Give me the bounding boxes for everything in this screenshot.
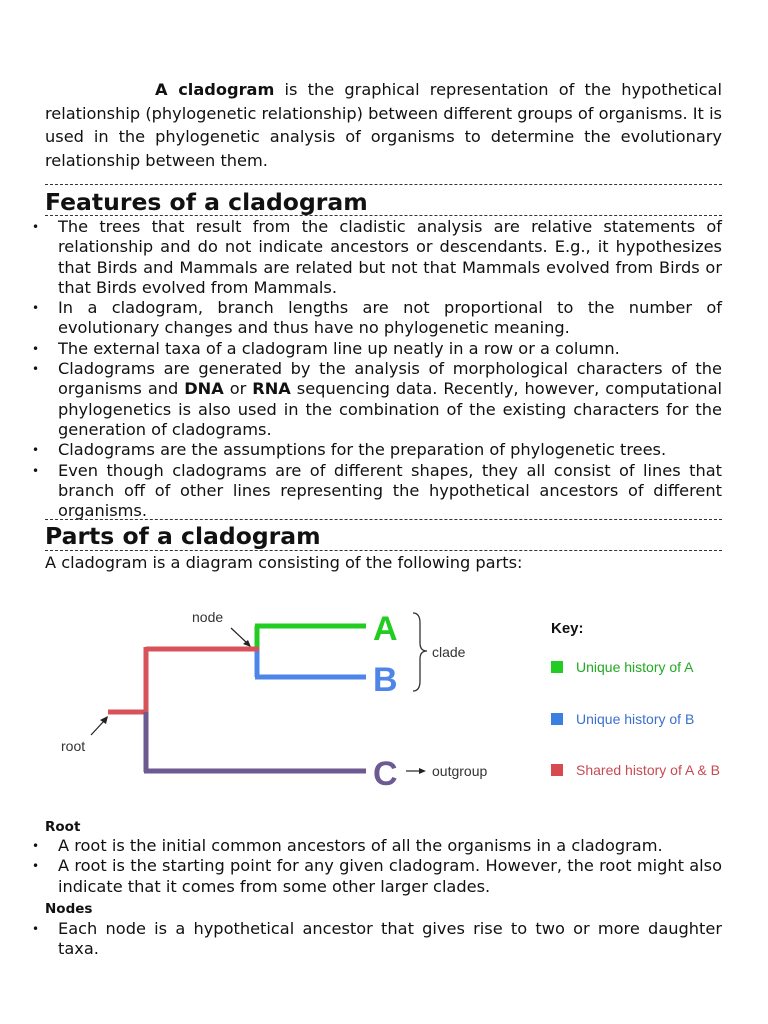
root-arrow (91, 721, 104, 735)
taxon-a: A (373, 610, 398, 648)
divider (45, 215, 722, 216)
list-item: • Cladograms are generated by the analysis of morphological characters of the organisms and DNA or RNA sequencing data. Recently, however, computational phylogenetics is also used in the combination of the existing characters for the generation of cladograms. (45, 359, 722, 440)
list-item: • The external taxa of a cladogram line up neatly in a row or a column. (45, 339, 722, 359)
clade-label: clade (432, 644, 466, 660)
rna-term: RNA (252, 379, 291, 399)
nodes-heading: Nodes (45, 901, 93, 917)
parts-intro: A cladogram is a diagram consisting of the following parts: (45, 553, 523, 572)
root-heading: Root (45, 819, 81, 835)
intro-text: is the graphical representation of the hypothetical relationship (phylogenetic relationship) between different groups of organisms. It is used in the phylogenetic analysis of organisms to determine the evolutionary relationship between them. (45, 80, 722, 170)
root-list (45, 836, 722, 897)
node-label: node (192, 609, 224, 625)
parts-heading: Parts of a cladogram (45, 522, 321, 550)
key-swatch-b (551, 713, 563, 725)
key-label-a: Unique history of A (576, 659, 694, 675)
outgroup-arrow-head (419, 768, 426, 774)
root-arrow-head (100, 716, 108, 724)
intro-term: A cladogram (155, 80, 275, 99)
divider (45, 184, 722, 185)
intro-paragraph (45, 78, 722, 172)
root-label: root (61, 738, 86, 754)
outgroup-label: outgroup (432, 763, 488, 779)
list-item: • Even though cladograms are of different shapes, they all consist of lines that branch off of other lines representing the hypothetical ancestors of different organisms. (45, 461, 722, 522)
divider (45, 550, 722, 551)
list-item: • A root is the initial common ancestors of all the organisms in a cladogram. (45, 836, 722, 856)
list-item: • In a cladogram, branch lengths are not proportional to the number of evolutionary changes and thus have no phylogenetic meaning. (45, 298, 722, 339)
key-swatch-a (551, 661, 563, 673)
taxon-b: B (373, 661, 398, 699)
list-item: • A root is the starting point for any given cladogram. However, the root might also indicate that it comes from some other larger clades. (45, 856, 722, 897)
list-item: • The trees that result from the cladistic analysis are relative statements of relationship and do not indicate ancestors or descendants. E.g., it hypothesizes that Birds and Mammals are related but not that Mammals evolved from Birds or that Birds evolved from Mammals. (45, 217, 722, 298)
nodes-list (45, 919, 722, 960)
key-swatch-shared (551, 764, 563, 776)
taxon-c: C (373, 755, 398, 793)
list-item: • Cladograms are the assumptions for the preparation of phylogenetic trees. (45, 440, 722, 460)
key-title: Key: (551, 620, 584, 637)
list-item: • Each node is a hypothetical ancestor that gives rise to two or more daughter taxa. (45, 919, 722, 960)
dna-term: DNA (184, 379, 224, 399)
features-list (45, 217, 722, 521)
features-heading: Features of a cladogram (45, 188, 368, 216)
clade-bracket (413, 613, 427, 691)
divider (45, 519, 722, 520)
cladogram-diagram (0, 595, 768, 805)
node-arrow (231, 628, 247, 643)
key-label-shared: Shared history of A & B (576, 762, 720, 778)
key-label-b: Unique history of B (576, 711, 695, 727)
